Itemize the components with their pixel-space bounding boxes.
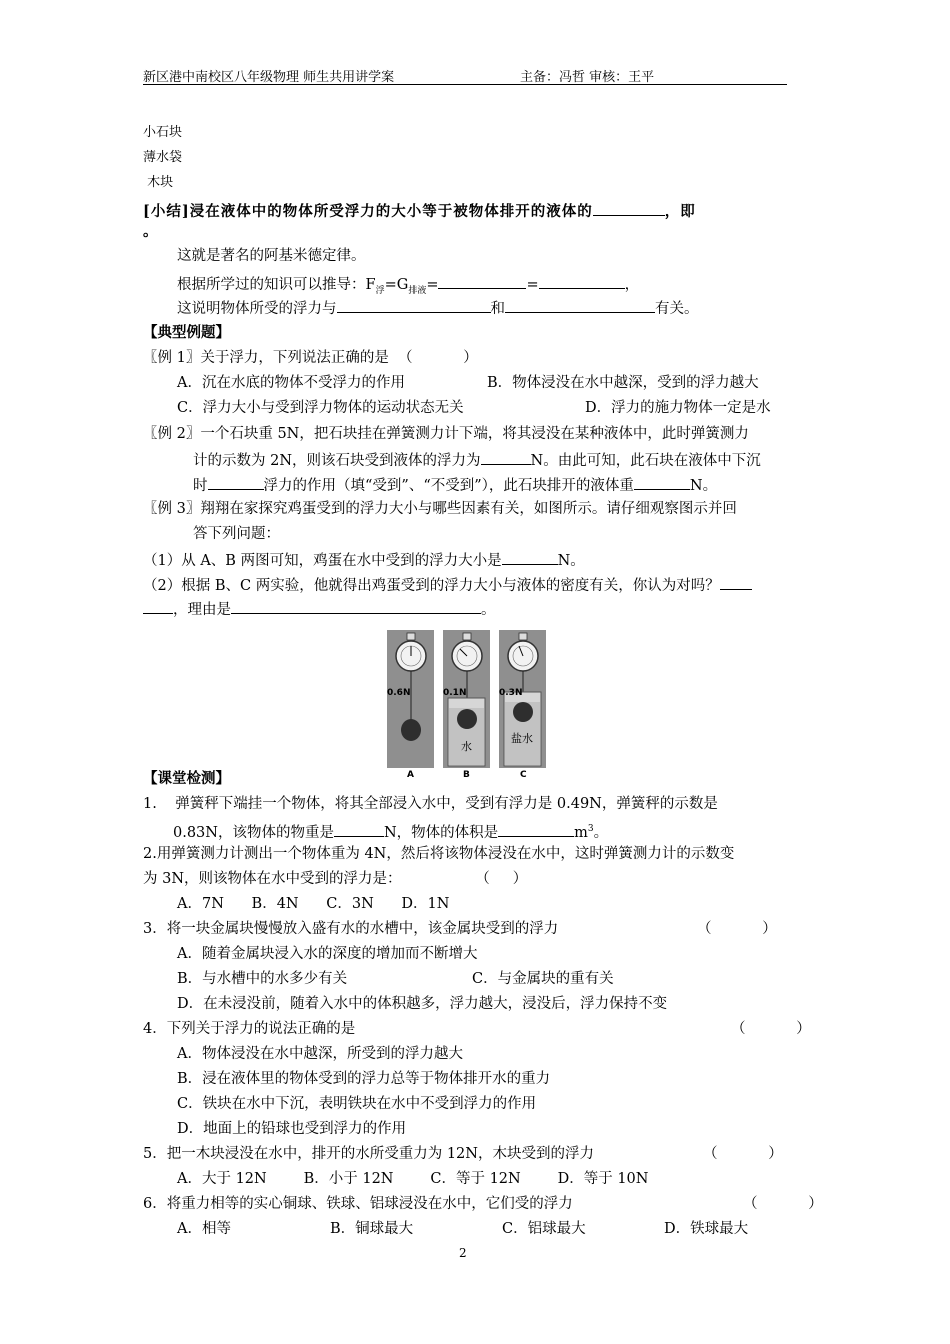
example-3-line-2: 答下列问题： [193,526,280,542]
test-q3-option-b: B．与水槽中的水多少有关 [177,971,348,987]
test-q3-option-c: C．与金属块的重有关 [472,971,614,987]
test-q1-line-1: 1. 弹簧秤下端挂一个物体，将其全部浸入水中，受到有浮力是 0.49N，弹簧秤的示数是 [143,796,718,812]
label-a: A [407,770,414,780]
blank[interactable] [231,598,481,614]
header-right: 主备：冯哲 审核：王平 [520,70,655,85]
blank[interactable] [337,297,491,313]
example-1-option-c: C．浮力大小与受到浮力物体的运动状态无关 [177,400,464,416]
panel-a [387,630,434,768]
blank[interactable] [143,598,173,614]
example-3-line-1: 〖例 3〗翔翔在家探究鸡蛋受到的浮力大小与哪些因素有关，如图所示。请仔细观察图示并回 [143,501,737,517]
table-row-stone: 小石块 [143,125,183,140]
test-q2-options: A．7N B．4N C．3N D．1N [177,896,450,912]
test-q4: 4．下列关于浮力的说法正确的是 [143,1021,356,1037]
test-heading: 【课堂检测】 [143,770,230,787]
reading-c: 0.3N [499,688,523,698]
archimedes-line: 这就是著名的阿基米德定律。 [177,248,366,264]
egg-buoyancy-figure [387,630,547,780]
test-q4-answer: （ ） [731,1021,811,1037]
test-q5: 5．把一木块浸没在水中，排开的水所受重力为 12N，木块受到的浮力 [143,1146,594,1162]
liquid-label-water: 水 [461,740,472,753]
label-c: C [520,770,527,780]
blank[interactable] [502,549,558,565]
test-q3: 3．将一块金属块慢慢放入盛有水的水槽中，该金属块受到的浮力 [143,921,559,937]
header-left: 新区港中南校区八年级物理 师生共用讲学案 [143,70,395,85]
test-q6: 6．将重力相等的实心铜球、铁球、铝球浸没在水中，它们受的浮力 [143,1196,573,1212]
test-q2-line-2: 为 3N，则该物体在水中受到的浮力是： （ ） [143,871,528,887]
test-q3-option-a: A．随着金属块浸入水的深度的增加而不断增大 [177,946,478,962]
table-row-water-bag: 薄水袋 [143,150,183,165]
blank[interactable] [334,821,384,837]
test-q3-answer: （ ） [697,921,777,937]
blank[interactable] [634,474,690,490]
example-2-line-3: 时 浮力的作用（填“受到”、“不受到”），此石块排开的液体重 N。 [193,474,717,496]
test-q6-option-c: C．铝球最大 [502,1221,586,1237]
blank[interactable] [481,449,531,465]
blank[interactable] [593,200,665,216]
test-q6-answer: （ ） [743,1196,823,1212]
examples-heading: 【典型例题】 [143,324,230,341]
blank[interactable] [720,574,752,590]
summary-line-1-end: 。 [143,223,158,240]
test-q4-option-d: D．地面上的铅球也受到浮力的作用 [177,1121,407,1137]
test-q5-options: A．大于 12N B．小于 12N C．等于 12N D．等于 10N [177,1171,649,1187]
page-number: 2 [459,1246,467,1260]
reading-b: 0.1N [443,688,467,698]
test-q5-answer: （ ） [703,1146,783,1162]
summary-line-1: [小结]浸在液体中的物体所受浮力的大小等于被物体排开的液体的 ，即 [143,200,696,222]
blank[interactable] [438,273,526,289]
blank[interactable] [505,297,655,313]
test-q4-option-a: A．物体浸没在水中越深，所受到的浮力越大 [177,1046,463,1062]
test-q1-line-2: 0.83N，该物体的物重是 N，物体的体积是 $m^3$。 [173,819,608,843]
reading-a: 0.6N [387,688,411,698]
table-row-wood: 木块 [143,175,174,190]
example-1-question: 〖例 1〗关于浮力，下列说法正确的是 （ ） [143,350,478,366]
test-q6-option-b: B．铜球最大 [330,1221,414,1237]
blank[interactable] [208,474,264,490]
example-3-q2-cont: ，理由是 。 [143,598,496,620]
test-q3-option-d: D．在未浸没前，随着入水中的体积越多，浮力越大，浸没后，浮力保持不变 [177,996,668,1012]
test-q4-option-b: B．浸在液体里的物体受到的浮力总等于物体排开水的重力 [177,1071,551,1087]
blank[interactable] [498,821,574,837]
label-b: B [463,770,470,780]
derivation-line: 根据所学过的知识可以推导：$F_浮=G_{排液}=$ = ， [177,273,639,301]
panel-c [499,630,546,768]
example-1-option-d: D．浮力的施力物体一定是水 [585,400,771,416]
test-q6-option-a: A．相等 [177,1221,231,1237]
example-2-line-1: 〖例 2〗一个石块重 5N，把石块挂在弹簧测力计下端，将其浸没在某种液体中，此时弹簧测力 [143,426,749,442]
liquid-label-saltwater: 盐水 [511,732,533,745]
test-q4-option-c: C．铁块在水中下沉，表明铁块在水中不受到浮力的作用 [177,1096,537,1112]
relation-line: 这说明物体所受的浮力与 和 有关。 [177,297,699,319]
test-q6-option-d: D．铁球最大 [664,1221,749,1237]
example-1-option-b: B．物体浸没在水中越深，受到的浮力越大 [487,375,759,391]
example-1-option-a: A．沉在水底的物体不受浮力的作用 [177,375,405,391]
test-q2-line-1: 2.用弹簧测力计测出一个物体重为 4N，然后将该物体浸没在水中，这时弹簧测力计的示数变 [143,846,735,862]
example-3-q1: （1）从 A、B 两图可知，鸡蛋在水中受到的浮力大小是 N。 [143,549,585,571]
page-header [143,64,787,85]
blank[interactable] [539,273,625,289]
example-3-q2: （2）根据 B、C 两实验，他就得出鸡蛋受到的浮力大小与液体的密度有关，你认为对吗？ [143,574,752,596]
example-2-line-2: 计的示数为 2N，则该石块受到液体的浮力为 N。由此可知，此石块在液体中下沉 [193,449,761,471]
